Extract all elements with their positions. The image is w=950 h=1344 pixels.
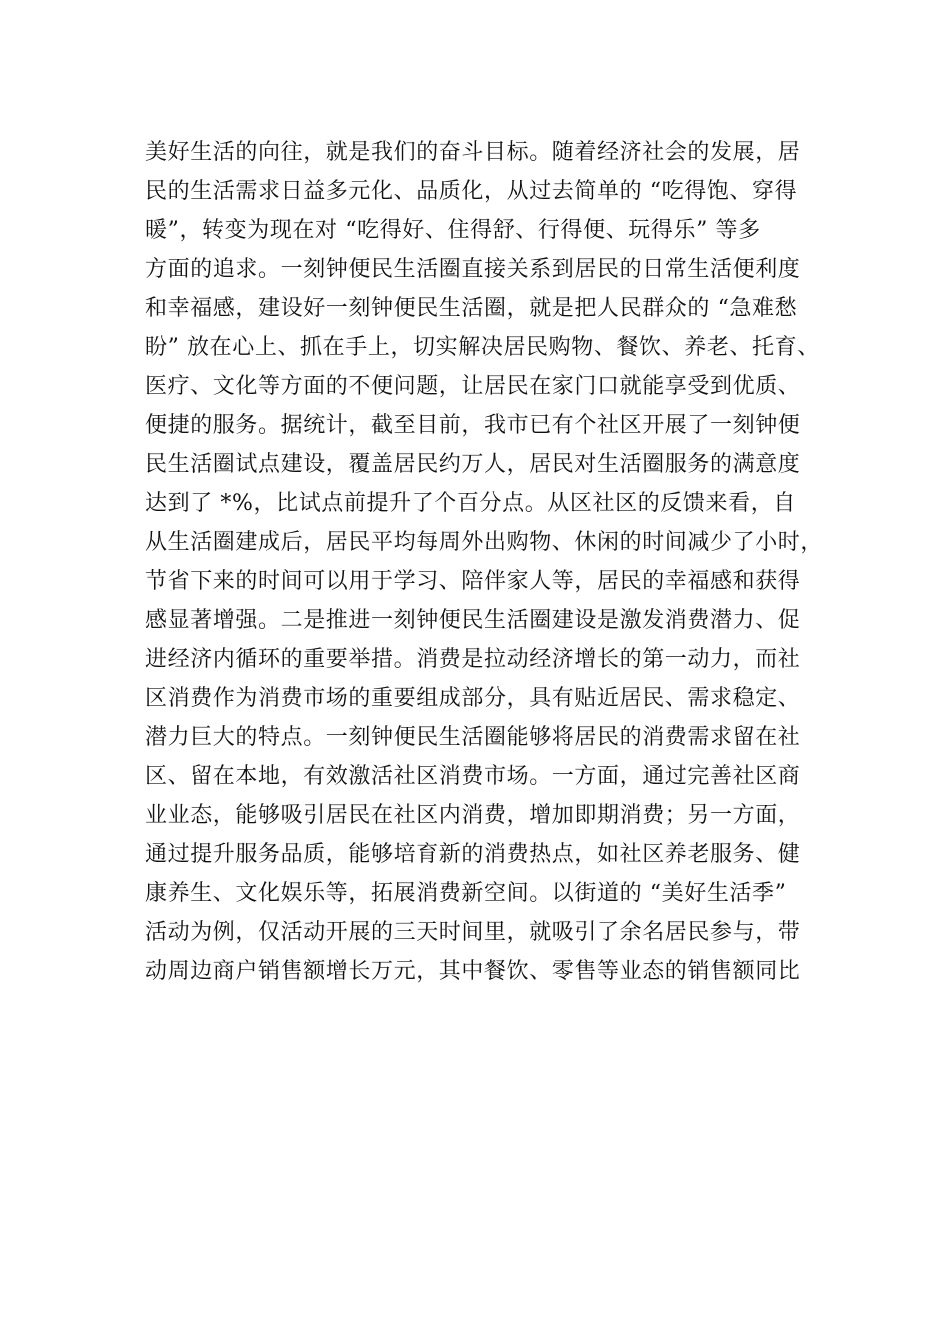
text-line: 美好生活的向往，就是我们的奋斗目标。随着经济社会的发展，居 (145, 140, 801, 165)
text-line: 业业态，能够吸引居民在社区内消费，增加即期消费；另一方面， (145, 803, 801, 828)
text-line: 节省下来的时间可以用于学习、陪伴家人等，居民的幸福感和获得 (145, 569, 801, 594)
text-line: 达到了 *%，比试点前提升了个百分点。从区社区的反馈来看，自 (145, 491, 796, 516)
text-line: 便捷的服务。据统计，截至目前，我市已有个社区开展了一刻钟便 (145, 413, 801, 438)
text-line: 活动为例，仅活动开展的三天时间里，就吸引了余名居民参与，带 (145, 920, 801, 945)
text-line: 方面的追求。一刻钟便民生活圈直接关系到居民的日常生活便利度 (145, 257, 801, 282)
text-line: 进经济内循环的重要举措。消费是拉动经济增长的第一动力，而社 (145, 647, 801, 672)
text-line: 区、留在本地，有效激活社区消费市场。一方面，通过完善社区商 (145, 764, 801, 789)
text-line: 感显著增强。二是推进一刻钟便民生活圈建设是激发消费潜力、促 (145, 608, 801, 633)
text-line: 动周边商户销售额增长万元，其中餐饮、零售等业态的销售额同比 (145, 959, 801, 984)
text-line: 盼” 放在心上、抓在手上，切实解决居民购物、餐饮、养老、托育、 (145, 335, 820, 360)
text-line: 通过提升服务品质，能够培育新的消费热点，如社区养老服务、健 (145, 842, 801, 867)
text-line: 潜力巨大的特点。一刻钟便民生活圈能够将居民的消费需求留在社 (145, 725, 801, 750)
text-line: 民的生活需求日益多元化、品质化，从过去简单的 “吃得饱、穿得 (145, 179, 798, 204)
body-text (145, 133, 824, 991)
text-line: 暖”，转变为现在对 “吃得好、住得舒、行得便、玩得乐” 等多 (145, 218, 761, 243)
text-line: 和幸福感，建设好一刻钟便民生活圈，就是把人民群众的 “急难愁 (145, 296, 798, 321)
text-line: 医疗、文化等方面的不便问题，让居民在家门口就能享受到优质、 (145, 374, 801, 399)
text-line: 从生活圈建成后，居民平均每周外出购物、休闲的时间减少了小时， (145, 530, 824, 555)
text-line: 区消费作为消费市场的重要组成部分，具有贴近居民、需求稳定、 (145, 686, 801, 711)
text-line: 民生活圈试点建设，覆盖居民约万人，居民对生活圈服务的满意度 (145, 452, 801, 477)
text-line: 康养生、文化娱乐等，拓展消费新空间。以街道的 “美好生活季” (145, 881, 787, 906)
